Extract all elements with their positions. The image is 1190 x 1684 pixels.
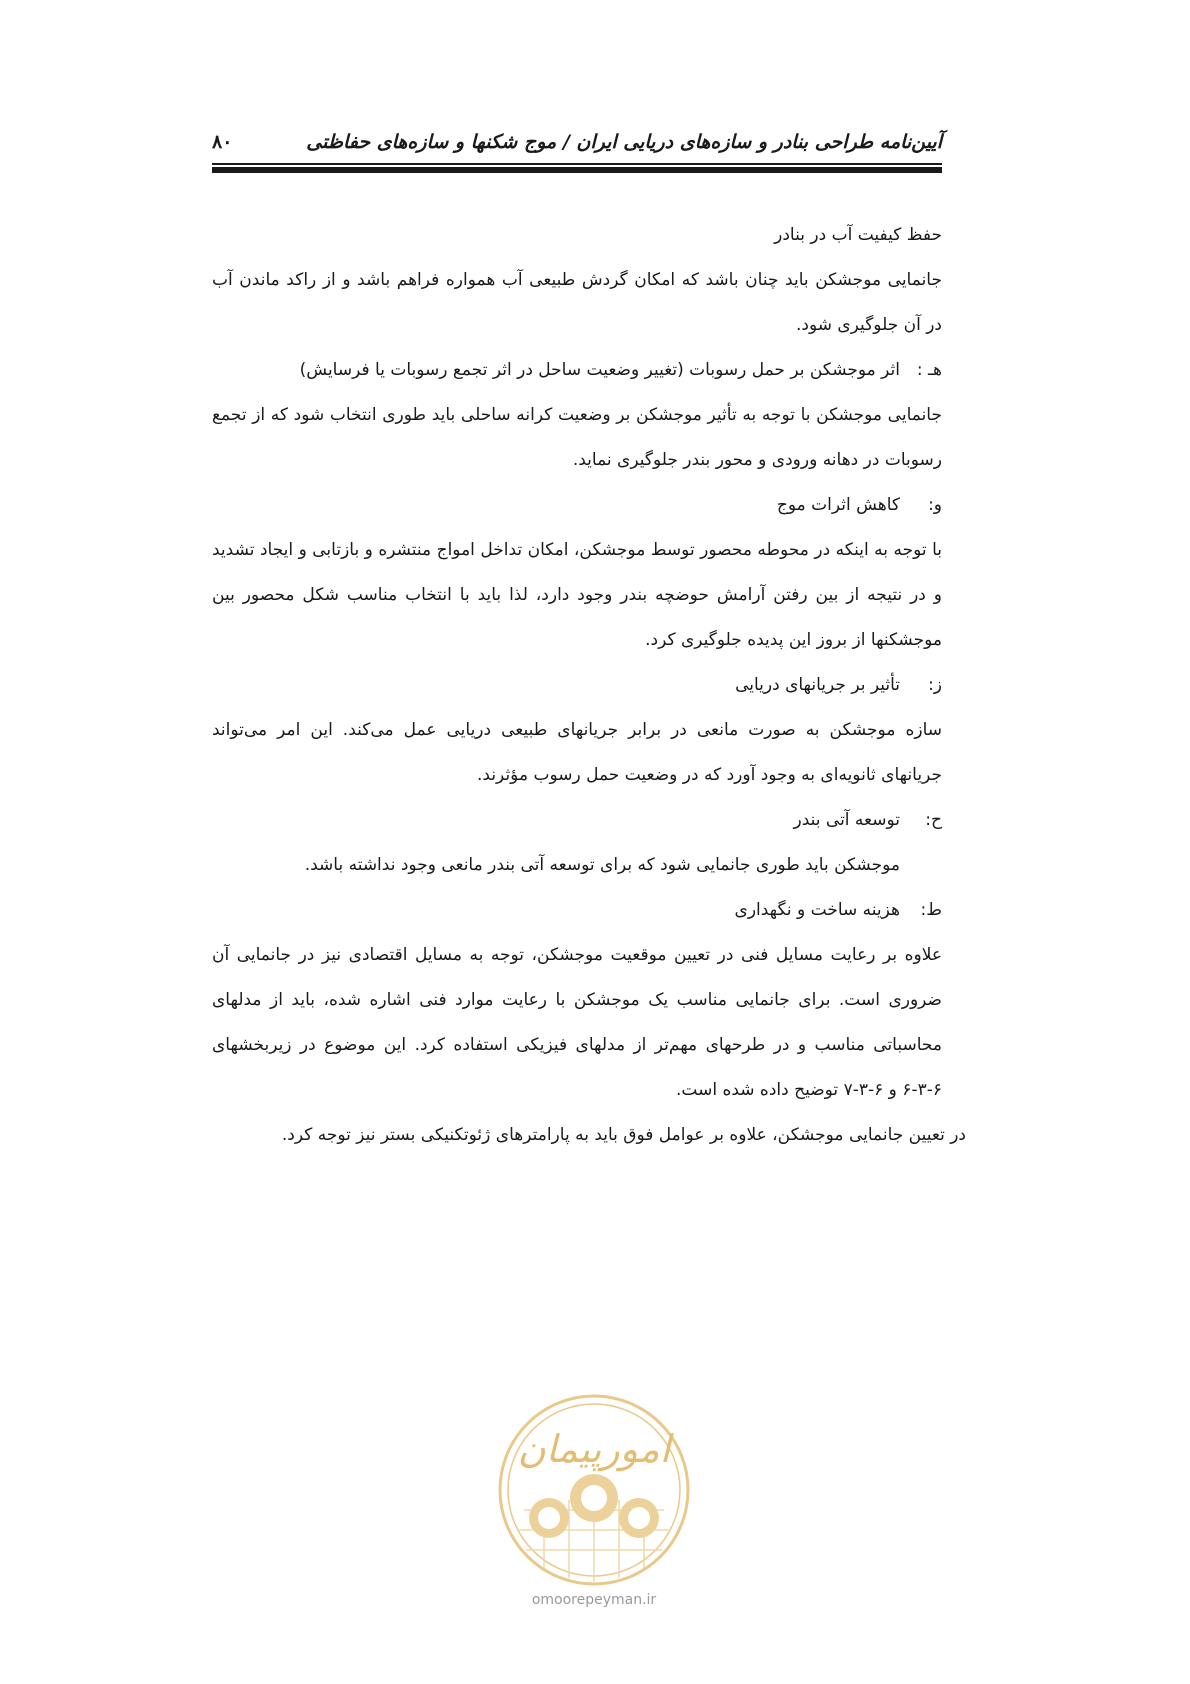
list-item-t	[212, 888, 942, 933]
paragraph-cost: علاوه بر رعایت مسایل فنی در تعیین موقعیت موجشکن، توجه به مسایل اقتصادی نیز در جانمایی آن ضروری است. برای جانمایی مناسب یک موجشکن با رعایت موارد فنی اشاره شده، باید از مدلهای محاسباتی مناسب و در طرحهای مهم‌تر از مدلهای فیزیکی استفاده کرد. این موضوع در زیربخشهای ۶-۳-۶ و ۶-۳-۷ توضیح داده شده است.	[212, 945, 942, 1100]
header-rule-thick	[212, 167, 942, 173]
paragraph-final: در تعیین جانمایی موجشکن، علاوه بر عوامل فوق باید به پارامترهای ژئوتکنیکی بستر نیز توجه کرد.	[281, 1125, 966, 1145]
item-title: تأثیر بر جریانهای دریایی	[735, 675, 900, 695]
page-header	[212, 128, 942, 168]
item-label: ح:	[925, 810, 942, 830]
paragraph-sediment: جانمایی موجشکن با توجه به تأثیر موجشکن بر وضعیت کرانه ساحلی باید طوری انتخاب شود که از تجمع رسوبات در دهانه ورودی و محور بندر جلوگیری نماید.	[212, 405, 942, 470]
item-label: ط:	[920, 900, 942, 920]
item-title: توسعه آتی بندر	[793, 810, 900, 830]
item-label: ز:	[928, 675, 942, 695]
list-item-h	[212, 348, 942, 393]
header-rule-thin	[212, 163, 942, 165]
logo-lettering: امورپیمان	[517, 1427, 671, 1471]
item-title: هزینه ساخت و نگهداری	[734, 900, 900, 920]
page-number: ۸۰	[212, 131, 233, 153]
item-label: هـ :	[916, 360, 942, 380]
header-title: آیین‌نامه طراحی بنادر و سازه‌های دریایی ایران / موج شکنها و سازه‌های حفاظتی	[306, 131, 942, 153]
item-title: اثر موجشکن بر حمل رسوبات (تغییر وضعیت ساحل در اثر تجمع رسوبات یا فرسایش)	[299, 360, 900, 380]
paragraph-water-quality: جانمایی موجشکن باید چنان باشد که امکان گردش طبیعی آب همواره فراهم باشد و از راکد ماندن آب در آن جلوگیری شود.	[212, 270, 942, 335]
paragraph-wave-reduction: با توجه به اینکه در محوطه محصور توسط موجشکن، امکان تداخل امواج منتشره و بازتابی و ایجاد تشدید و در نتیجه از بین رفتن آرامش حوضچه بندر وجود دارد، لذا باید با انتخاب مناسب شکل محصور بین موجشکنها از بروز این پدیده جلوگیری کرد.	[212, 540, 942, 650]
item-label: و:	[928, 495, 942, 515]
body-content	[212, 213, 966, 1158]
omoorepeyman-logo	[494, 1390, 694, 1590]
list-item-z	[212, 663, 942, 708]
watermark-site: omoorepeyman.ir	[531, 1592, 657, 1608]
list-item-ch	[212, 798, 942, 843]
paragraph-currents: سازه موجشکن به صورت مانعی در برابر جریانهای طبیعی دریایی عمل می‌کند. این امر می‌تواند جریانهای ثانویه‌ای به وجود آورد که در وضعیت حمل رسوب مؤثرند.	[212, 720, 942, 785]
item-title: کاهش اثرات موج	[776, 495, 900, 515]
list-item-v	[212, 483, 942, 528]
paragraph-future-development: موجشکن باید طوری جانمایی شود که برای توسعه آتی بندر مانعی وجود نداشته باشد.	[304, 855, 900, 875]
section-title-water-quality: حفظ کیفیت آب در بنادر	[774, 225, 942, 245]
